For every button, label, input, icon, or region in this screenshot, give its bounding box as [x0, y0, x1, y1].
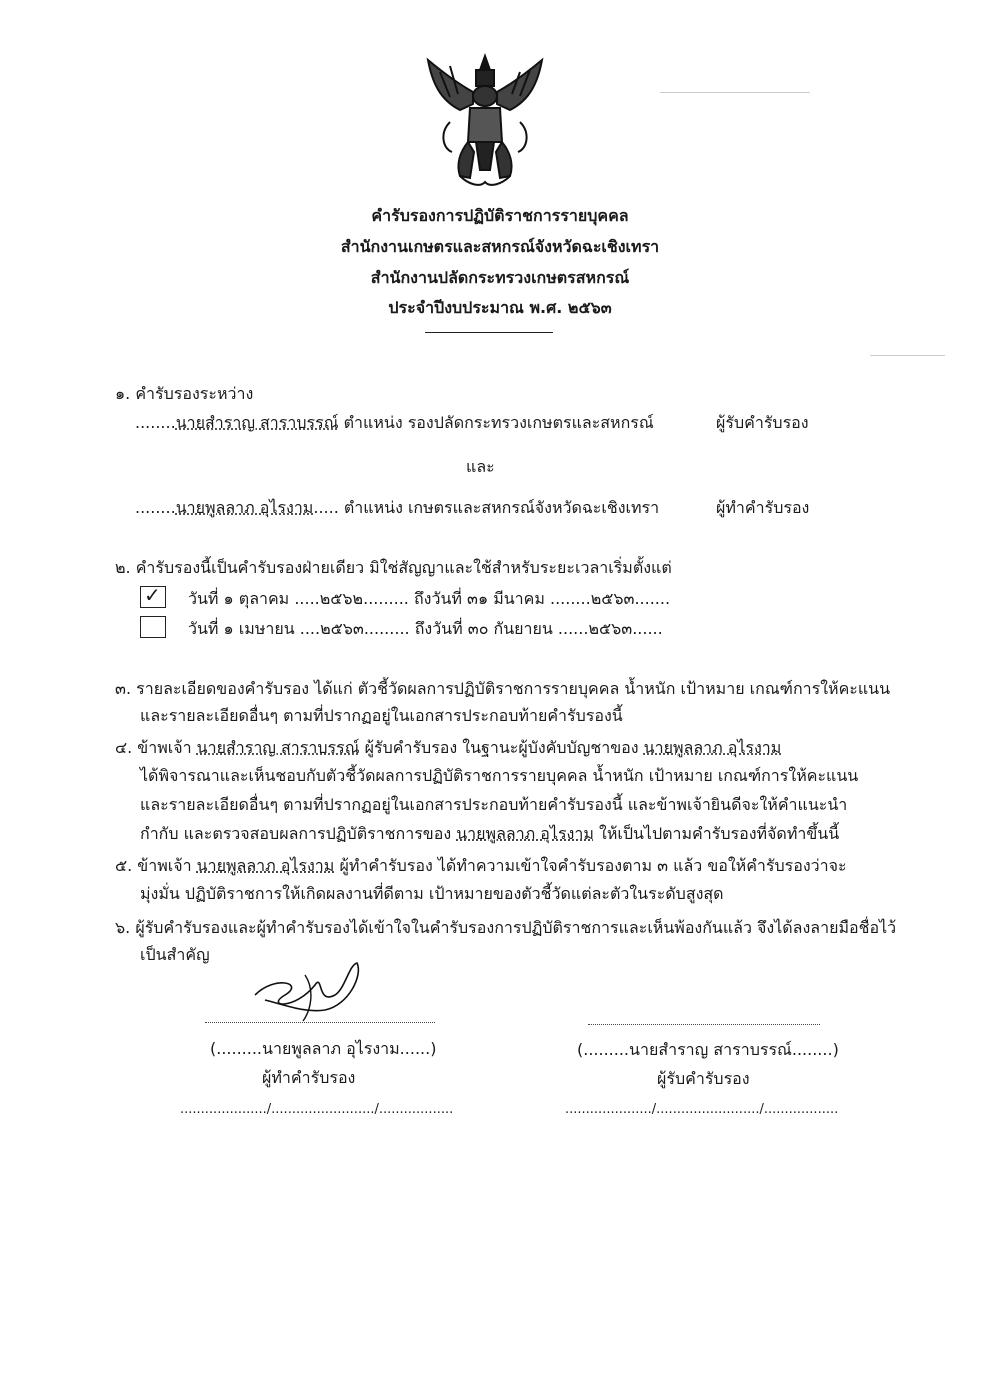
- party2-prefix: ........: [135, 498, 176, 517]
- party1-role: ผู้รับคำรับรอง: [716, 413, 809, 432]
- period-option-1: วันที่ ๑ ตุลาคม .....๒๕๖๒......... ถึงวันที่ ๓๑ มีนาคม ........๒๕๖๓.......: [188, 589, 671, 608]
- section6-line1: ๖. ผู้รับคำรับรองและผู้ทำคำรับรองได้เข้าใจในคำรับรองการปฏิบัติราชการและเห็นพ้องกันแล้ว จึงได้ลงลายมือชื่อไว้: [115, 918, 897, 937]
- section4-role: ผู้รับคำรับรอง ในฐานะผู้บังคับบัญชาของ: [364, 738, 639, 757]
- receiver-signature-name: (.........นายสำราญ สาราบรรณ์........): [577, 1040, 839, 1059]
- and-label: และ: [466, 457, 495, 476]
- handwritten-signature: [245, 955, 375, 1025]
- supervisor-name: นายสำราญ สาราบรรณ์: [196, 738, 360, 757]
- section6-line2: เป็นสำคัญ: [140, 945, 210, 964]
- section5-line2: มุ่งมั่น ปฏิบัติราชการให้เกิดผลงานที่ดีตาม เป้าหมายของตัวชี้วัดแต่ละตัวในระดับสูงสุด: [140, 884, 724, 903]
- section4-line1: [115, 738, 781, 758]
- section4-l4-a: กำกับ และตรวจสอบผลการปฏิบัติราชการของ: [140, 824, 452, 843]
- document-title: คำรับรองการปฏิบัติราชการรายบุคคล: [371, 206, 629, 225]
- signature-line-left: [205, 1022, 435, 1023]
- section4-label: ๔. ข้าพเจ้า: [115, 738, 192, 757]
- section5-label: ๕. ข้าพเจ้า: [115, 856, 192, 875]
- office-name: สำนักงานเกษตรและสหกรณ์จังหวัดฉะเชิงเทรา: [340, 237, 660, 256]
- party1-line: [135, 413, 654, 433]
- subordinate-name: นายพูลลาภ อุไรงาม: [643, 738, 782, 757]
- period-checkbox-2[interactable]: [140, 616, 166, 638]
- period-checkbox-1[interactable]: [140, 583, 166, 608]
- party2-role: ผู้ทำคำรับรอง: [716, 498, 810, 517]
- section5-line1: [115, 856, 847, 876]
- maker-name: นายพูลลาภ อุไรงาม: [196, 856, 335, 875]
- fiscal-year: ประจำปีงบประมาณ พ.ศ. ๒๕๖๓: [388, 298, 612, 317]
- section1-label: ๑. คำรับรองระหว่าง: [115, 384, 254, 403]
- section4-line3: และรายละเอียดอื่นๆ ตามที่ปรากฏอยู่ในเอกสารประกอบท้ายคำรับรองนี้ และข้าพเจ้ายินดีจะให้คำแนะนำ: [140, 795, 848, 814]
- margin-line-right: [870, 355, 945, 356]
- header-divider: [425, 332, 553, 333]
- party1-position: ตำแหน่ง รองปลัดกระทรวงเกษตรและสหกรณ์: [343, 413, 654, 432]
- section4-line2: ได้พิจารณาและเห็นชอบกับตัวชี้วัดผลการปฏิบัติราชการรายบุคคล น้ำหนัก เป้าหมาย เกณฑ์การให้คะแนน: [140, 766, 859, 785]
- party2-line: [135, 498, 659, 518]
- maker-signature-name: (.........นายพูลลาภ อุไรงาม......): [210, 1039, 437, 1058]
- maker-signature-role: ผู้ทำคำรับรอง: [262, 1068, 356, 1087]
- margin-line-top: [660, 92, 810, 93]
- ministry-name: สำนักงานปลัดกระทรวงเกษตรสหกรณ์: [370, 268, 630, 287]
- party1-prefix: ........: [135, 413, 176, 432]
- party2-name: นายพูลลาภ อุไรงาม: [175, 498, 314, 517]
- section4-line4: [140, 824, 839, 844]
- section5-rest: ผู้ทำคำรับรอง ได้ทำความเข้าใจคำรับรองตาม ๓ แล้ว ขอให้คำรับรองว่าจะ: [339, 856, 847, 875]
- garuda-emblem: [420, 52, 550, 192]
- check-mark-icon: ✓: [144, 583, 161, 607]
- subordinate-name-2: นายพูลลาภ อุไรงาม: [456, 824, 594, 843]
- section4-l4-b: ให้เป็นไปตามคำรับรองที่จัดทำขึ้นนี้: [599, 824, 840, 843]
- section3-line1: ๓. รายละเอียดของคำรับรอง ได้แก่ ตัวชี้วัดผลการปฏิบัติราชการรายบุคคล น้ำหนัก เป้าหมาย เกณฑ์การให้คะแนน: [115, 679, 891, 698]
- receiver-signature-role: ผู้รับคำรับรอง: [657, 1069, 750, 1088]
- period-option-2: วันที่ ๑ เมษายน ....๒๕๖๓......... ถึงวันที่ ๓๐ กันยายน ......๒๕๖๓......: [188, 619, 663, 638]
- party2-suffix: .....: [313, 498, 339, 517]
- receiver-signature-date: ...................../........................./..................: [565, 1102, 839, 1117]
- party1-name: นายสำราญ สาราบรรณ์: [175, 413, 339, 432]
- party2-position: ตำแหน่ง เกษตรและสหกรณ์จังหวัดฉะเชิงเทรา: [343, 498, 660, 517]
- maker-signature-date: ...................../........................./..................: [180, 1102, 454, 1117]
- signature-line-right: [588, 1024, 820, 1025]
- section3-line2: และรายละเอียดอื่นๆ ตามที่ปรากฏอยู่ในเอกสารประกอบท้ายคำรับรองนี้: [140, 706, 623, 725]
- section2-text: ๒. คำรับรองนี้เป็นคำรับรองฝ่ายเดียว มิใช่สัญญาและใช้สำหรับระยะเวลาเริ่มตั้งแต่: [115, 558, 672, 577]
